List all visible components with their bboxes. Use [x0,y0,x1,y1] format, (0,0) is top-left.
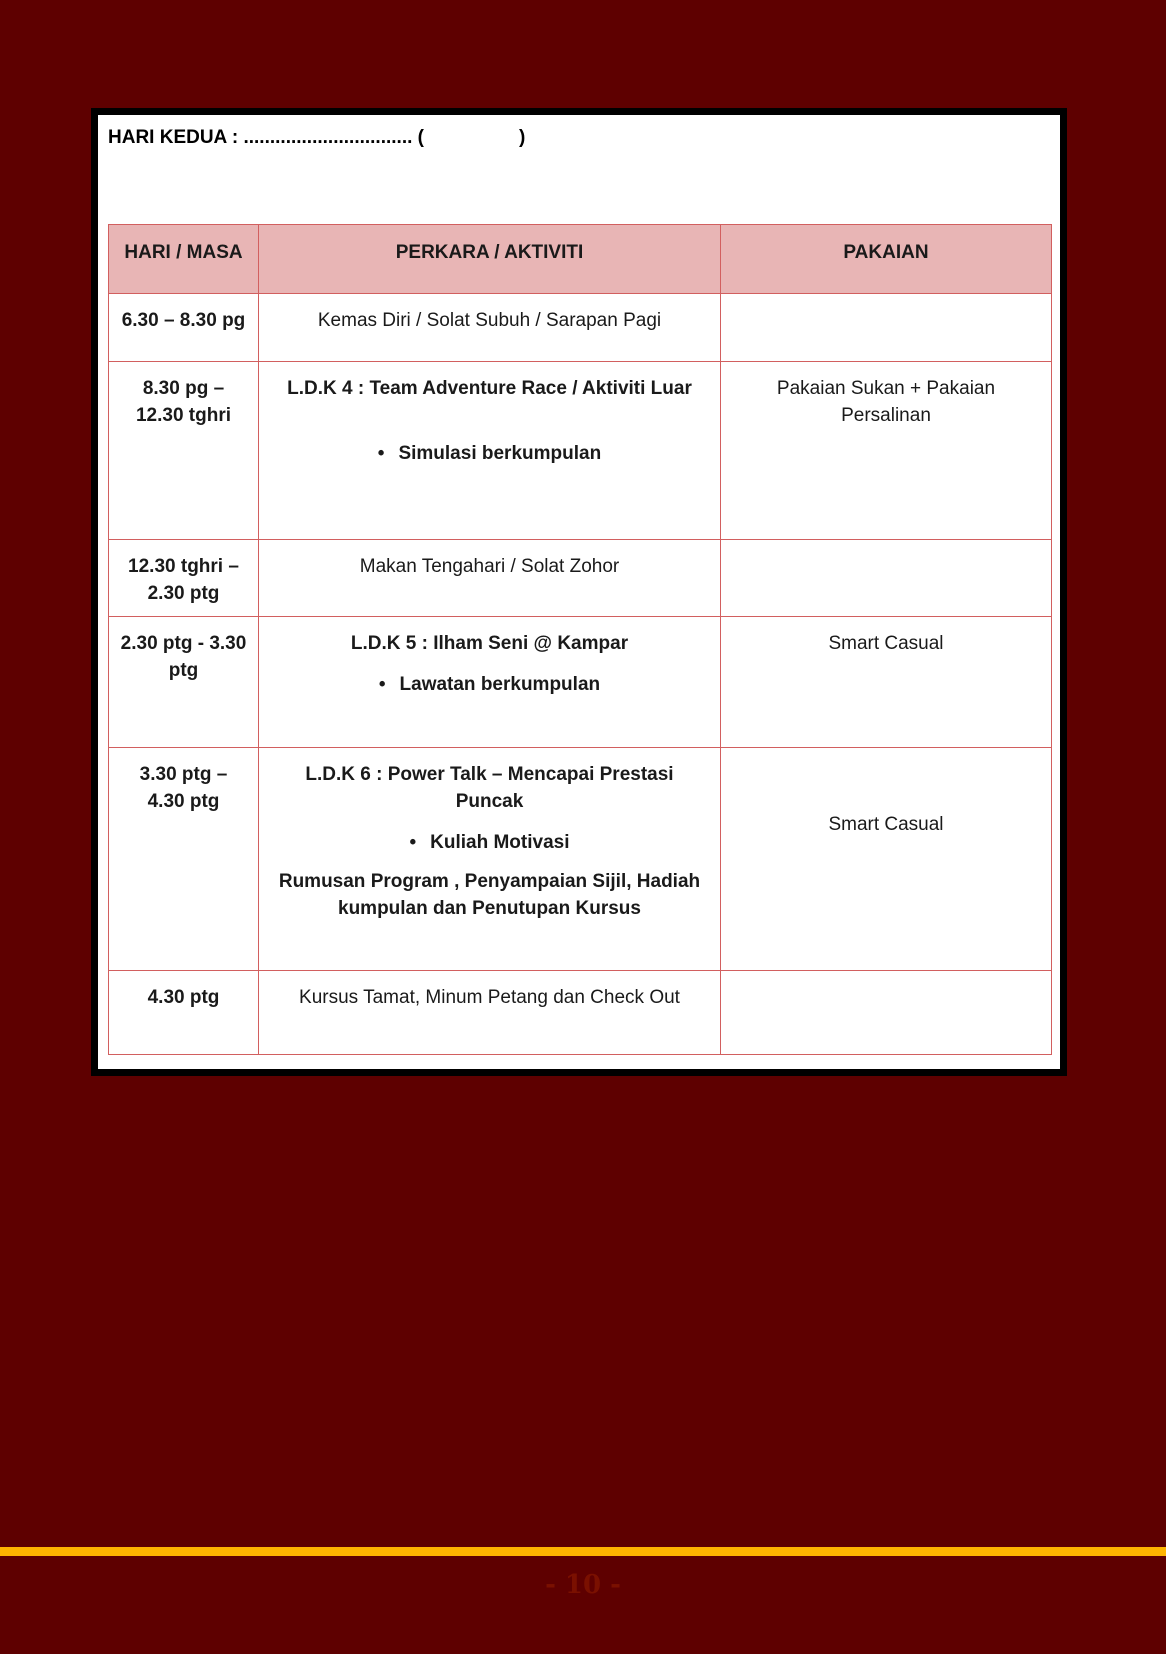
activity-cell [259,748,721,971]
dress-cell [721,294,1052,362]
dress-cell [721,362,1052,540]
activity-bullet-item [275,829,704,856]
day-heading: HARI KEDUA : ................................ ( ) [108,127,526,148]
dress-text: Smart Casual [828,813,944,835]
activity-title: L.D.K 5 : Ilham Seni @ Kampar [350,633,629,654]
dress-cell [721,540,1052,617]
table-row [109,617,1052,748]
table-row [109,748,1052,971]
activity-cell [259,362,721,540]
activity-text: Kursus Tamat, Minum Petang dan Check Out [299,987,680,1008]
schedule-table [108,224,1052,1055]
activity-cell [259,540,721,617]
time-cell: 12.30 tghri – 2.30 ptg [109,540,259,617]
table-header-row [109,225,1052,294]
time-cell: 2.30 ptg - 3.30 ptg [109,617,259,748]
activity-cell [259,617,721,748]
page-number: - 10 - [545,1570,621,1600]
dress-cell [721,617,1052,748]
activity-bullet-text: Lawatan berkumpulan [399,674,601,695]
activity-bullet-text: Kuliah Motivasi [430,832,570,853]
activity-cell [259,294,721,362]
activity-title: L.D.K 6 : Power Talk – Mencapai Prestasi Puncak [305,764,674,812]
header-activity: PERKARA / AKTIVITI [259,225,721,294]
table-row [109,540,1052,617]
activity-bullet-item [275,440,704,467]
time-cell: 3.30 ptg – 4.30 ptg [109,748,259,971]
schedule-frame [91,108,1067,1076]
bullet-icon: • [377,443,385,464]
activity-cell [259,971,721,1055]
time-cell: 4.30 ptg [109,971,259,1055]
time-cell: 8.30 pg – 12.30 tghri [109,362,259,540]
table-row [109,971,1052,1055]
dress-text: Smart Casual [828,633,944,654]
dress-cell [721,971,1052,1055]
activity-title: L.D.K 4 : Team Adventure Race / Aktiviti Luar [287,378,692,399]
bullet-icon: • [378,674,386,695]
footer-accent-line [0,1547,1166,1556]
header-time: HARI / MASA [109,225,259,294]
activity-bullet-item [275,671,704,698]
dress-cell [721,748,1052,971]
activity-text: Makan Tengahari / Solat Zohor [359,556,620,577]
activity-closing-text: Rumusan Program , Penyampaian Sijil, Hadiah kumpulan dan Penutupan Kursus [278,871,701,919]
dress-text: Pakaian Sukan + Pakaian Persalinan [776,378,996,426]
table-row [109,362,1052,540]
bullet-icon: • [409,832,417,853]
header-dress: PAKAIAN [721,225,1052,294]
activity-text: Kemas Diri / Solat Subuh / Sarapan Pagi [317,310,662,331]
activity-bullet-text: Simulasi berkumpulan [398,443,602,464]
table-row [109,294,1052,362]
time-cell: 6.30 – 8.30 pg [109,294,259,362]
